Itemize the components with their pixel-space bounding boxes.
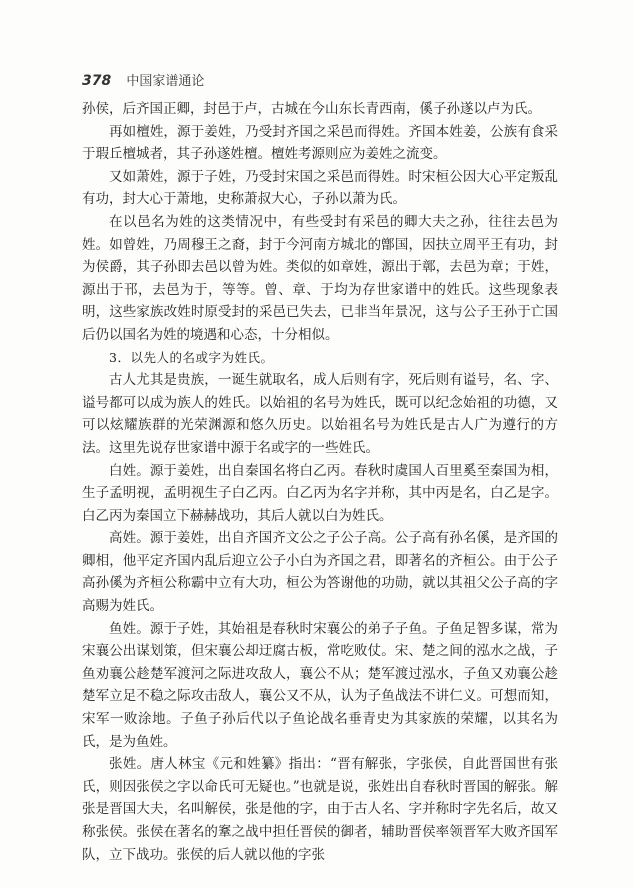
paragraph-3: 又如萧姓，源于子姓，乃受封宋国之采邑而得姓。时宋桓公因大心平定叛乱有功，封大心于萧地，史称萧叔大心，子孙以萧为氏。 [82, 168, 558, 208]
book-title: 中国家谱通论 [126, 74, 205, 89]
paragraph-8: 鱼姓。源于子姓，其始祖是春秋时宋襄公的弟子子鱼。子鱼足智多谋，常为宋襄公出谋划策，但宋襄公却迂腐古板，常吃败仗。宋、楚之间的泓水之战，子鱼劝襄公趁楚军渡河之际进攻敌人，襄公不从；楚军渡过泓水，子鱼又劝襄公趁楚军立足不稳之际攻击敌人，襄公又不从，认为子鱼战法不讲仁义。可想而知，宋军一败涂地。子鱼子孙后代以子鱼论战名垂青史为其家族的荣耀，以其名为氏，是为鱼姓。 [82, 620, 558, 750]
paragraph-6: 白姓。源于姜姓，出自秦国名将白乙丙。春秋时虞国人百里奚至秦国为相，生子孟明视，孟明视生子白乙丙。白乙丙为名字并称，其中丙是名，白乙是字。白乙丙为秦国立下赫赫战功，其后人就以白为姓氏。 [82, 462, 558, 524]
paragraph-2: 再如檀姓，源于姜姓，乃受封齐国之采邑而得姓。齐国本姓姜，公族有食采于瑕丘檀城者，其子孙遂姓檀。檀姓考源则应为姜姓之流变。 [82, 123, 558, 163]
page-number: 378 [82, 73, 112, 89]
paragraph-7: 高姓。源于姜姓，出自齐国齐文公之子公子高。公子高有孙名傒，是齐国的卿相，他平定齐国内乱后迎立公子小白为齐国之君，即著名的齐桓公。由于公子高孙傒为齐桓公称霸中立有大功，桓公为答谢他的功勋，就以其祖父公子高的字高赐为姓氏。 [82, 530, 558, 615]
section-heading: 3．以先人的名或字为姓氏。 [109, 349, 274, 365]
paragraph-1: 孙侯，后齐国正卿，封邑于卢，古城在今山东长青西南，傒子孙遂以卢为氏。 [82, 101, 541, 117]
paragraph-5: 古人尤其是贵族，一诞生就取名，成人后则有字，死后则有谥号，名、字、谥号都可以成为族人的姓氏。以始祖的名号为姓氏，既可以纪念始祖的功德，又可以炫耀族群的光荣渊源和悠久历史。以始祖名号为姓氏是古人广为遵行的方法。这里先说存世家谱中源于名或字的一些姓氏。 [82, 372, 558, 456]
body-text [82, 98, 558, 866]
paragraph-9: 张姓。唐人林宝《元和姓纂》指出：“晋有解张，字张侯，自此晋国世有张氏，则因张侯之字以命氏可无疑也。”也就是说，张姓出自春秋时晋国的解张。解张是晋国大夫，名叫解侯，张是他的字，由于古人名、字并称时字先名后，故又称张侯。张侯在著名的鞌之战中担任晋侯的御者，辅助晋侯率领晋军大败齐国军队，立下战功。张侯的后人就以他的字张 [82, 756, 558, 863]
running-header [82, 70, 204, 89]
paragraph-4: 在以邑名为姓的这类情况中，有些受封有采邑的卿大夫之孙，往往去邑为姓。如曾姓，乃周穆王之裔，封于今河南方城北的鄫国，因扶立周平王有功，封为侯爵，其子孙即去邑以曾为姓。类似的如章姓，源出于鄣，去邑为章；于姓，源出于邗，去邑为于，等等。曾、章、于均为存世家谱中的姓氏。这些现象表明，这些家族改姓时原受封的采邑已失去，已非当年景况，这与公子王孙于亡国后仍以国名为姓的境遇和心态，十分相似。 [82, 213, 558, 343]
